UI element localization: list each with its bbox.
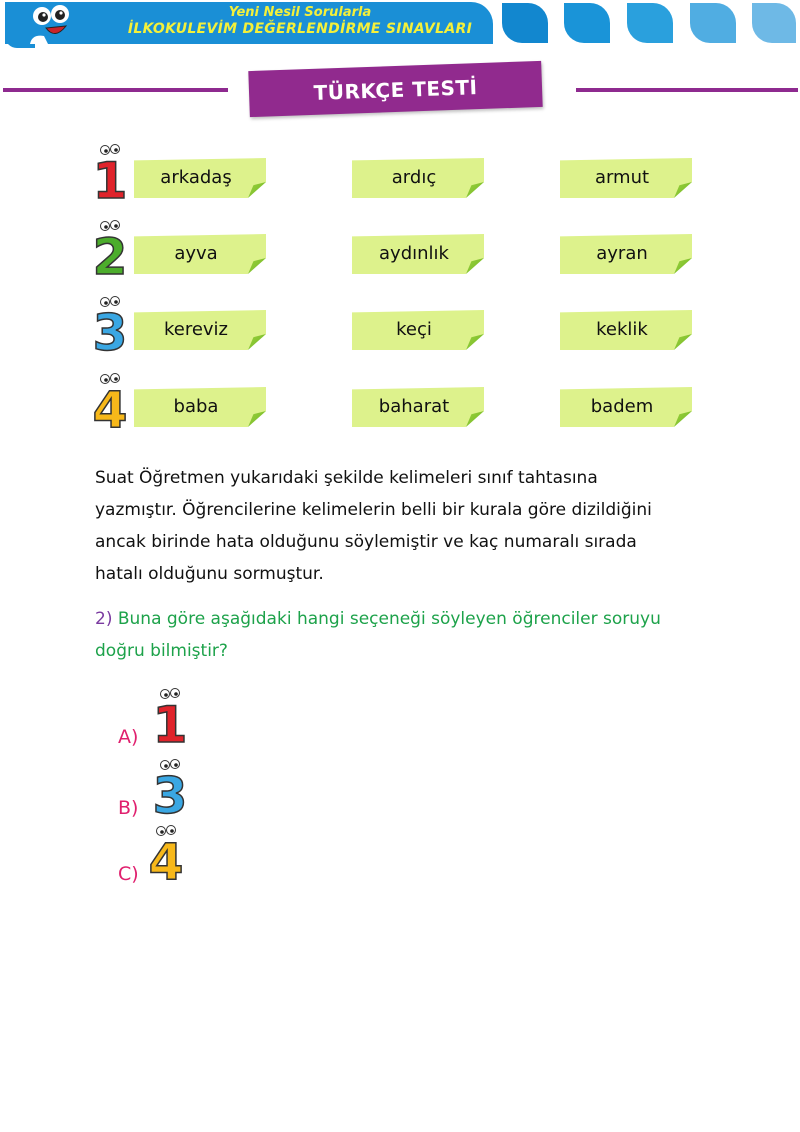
row-number-1-icon xyxy=(88,142,132,200)
word-note xyxy=(560,387,692,427)
header-tile xyxy=(502,3,548,43)
option-number-3-icon[interactable] xyxy=(148,757,192,815)
numeral-glyph: 1 xyxy=(152,696,188,744)
option-number-4-icon[interactable] xyxy=(144,823,188,881)
option-label[interactable]: C) xyxy=(118,863,139,885)
title-rule-left xyxy=(3,88,228,92)
word-note xyxy=(134,234,266,274)
question xyxy=(95,603,715,667)
word-text: ayran xyxy=(596,243,648,264)
numeral-glyph: 4 xyxy=(92,381,128,429)
word-note xyxy=(560,234,692,274)
word-note xyxy=(134,387,266,427)
story-paragraph xyxy=(95,462,715,590)
title-banner xyxy=(248,61,542,117)
word-note xyxy=(560,310,692,350)
title-rule-right xyxy=(576,88,798,92)
word-text: baba xyxy=(173,396,219,417)
word-note xyxy=(352,310,484,350)
option-label[interactable]: B) xyxy=(118,797,139,819)
word-text: keklik xyxy=(596,319,648,340)
row-number-4-icon xyxy=(88,371,132,429)
word-note xyxy=(352,158,484,198)
header-title xyxy=(120,4,480,38)
numeral-glyph: 3 xyxy=(152,767,188,815)
word-note xyxy=(352,234,484,274)
numeral-glyph: 4 xyxy=(148,833,184,881)
header-tile xyxy=(752,3,796,43)
word-text: arkadaş xyxy=(160,167,232,188)
header-tile xyxy=(627,3,673,43)
paragraph-line: yazmıştır. Öğrencilerine kelimelerin belli bir kurala göre dizildiğini xyxy=(95,500,652,520)
question-number: 2) xyxy=(95,609,113,629)
word-note xyxy=(560,158,692,198)
word-text: kereviz xyxy=(163,319,229,340)
option-label[interactable]: A) xyxy=(118,726,139,748)
word-text: ayva xyxy=(174,243,218,264)
row-number-2-icon xyxy=(88,218,132,276)
word-note xyxy=(134,158,266,198)
word-text: armut xyxy=(594,167,650,188)
paragraph-line: ancak birinde hata olduğunu söylemiştir ve kaç numaralı sırada xyxy=(95,532,637,552)
option-number-1-icon[interactable] xyxy=(148,686,192,744)
word-text: aydınlık xyxy=(379,243,449,264)
header-tile xyxy=(564,3,610,43)
question-text-line1: Buna göre aşağıdaki hangi seçeneği söyleyen öğrenciler soruyu xyxy=(112,609,661,629)
word-text: ardıç xyxy=(391,167,437,188)
mascot-face-icon xyxy=(22,4,78,44)
header-title-line2: İLKOKULEVİM DEĞERLENDİRME SINAVLARI xyxy=(127,21,473,37)
word-text: baharat xyxy=(378,396,450,417)
paragraph-line: hatalı olduğunu sormuştur. xyxy=(95,564,324,584)
word-note xyxy=(134,310,266,350)
question-text-line2: doğru bilmiştir? xyxy=(95,641,228,661)
header-tile xyxy=(690,3,736,43)
numeral-glyph: 1 xyxy=(92,152,128,200)
paragraph-line: Suat Öğretmen yukarıdaki şekilde kelimeleri sınıf tahtasına xyxy=(95,468,598,488)
word-note xyxy=(352,387,484,427)
word-text: keçi xyxy=(396,319,432,340)
header-title-line1: Yeni Nesil Sorularla xyxy=(228,5,372,20)
page-title: TÜRKÇE TESTİ xyxy=(313,75,478,105)
numeral-glyph: 2 xyxy=(92,228,128,276)
numeral-glyph: 3 xyxy=(92,304,128,352)
word-text: badem xyxy=(590,396,654,417)
row-number-3-icon xyxy=(88,294,132,352)
